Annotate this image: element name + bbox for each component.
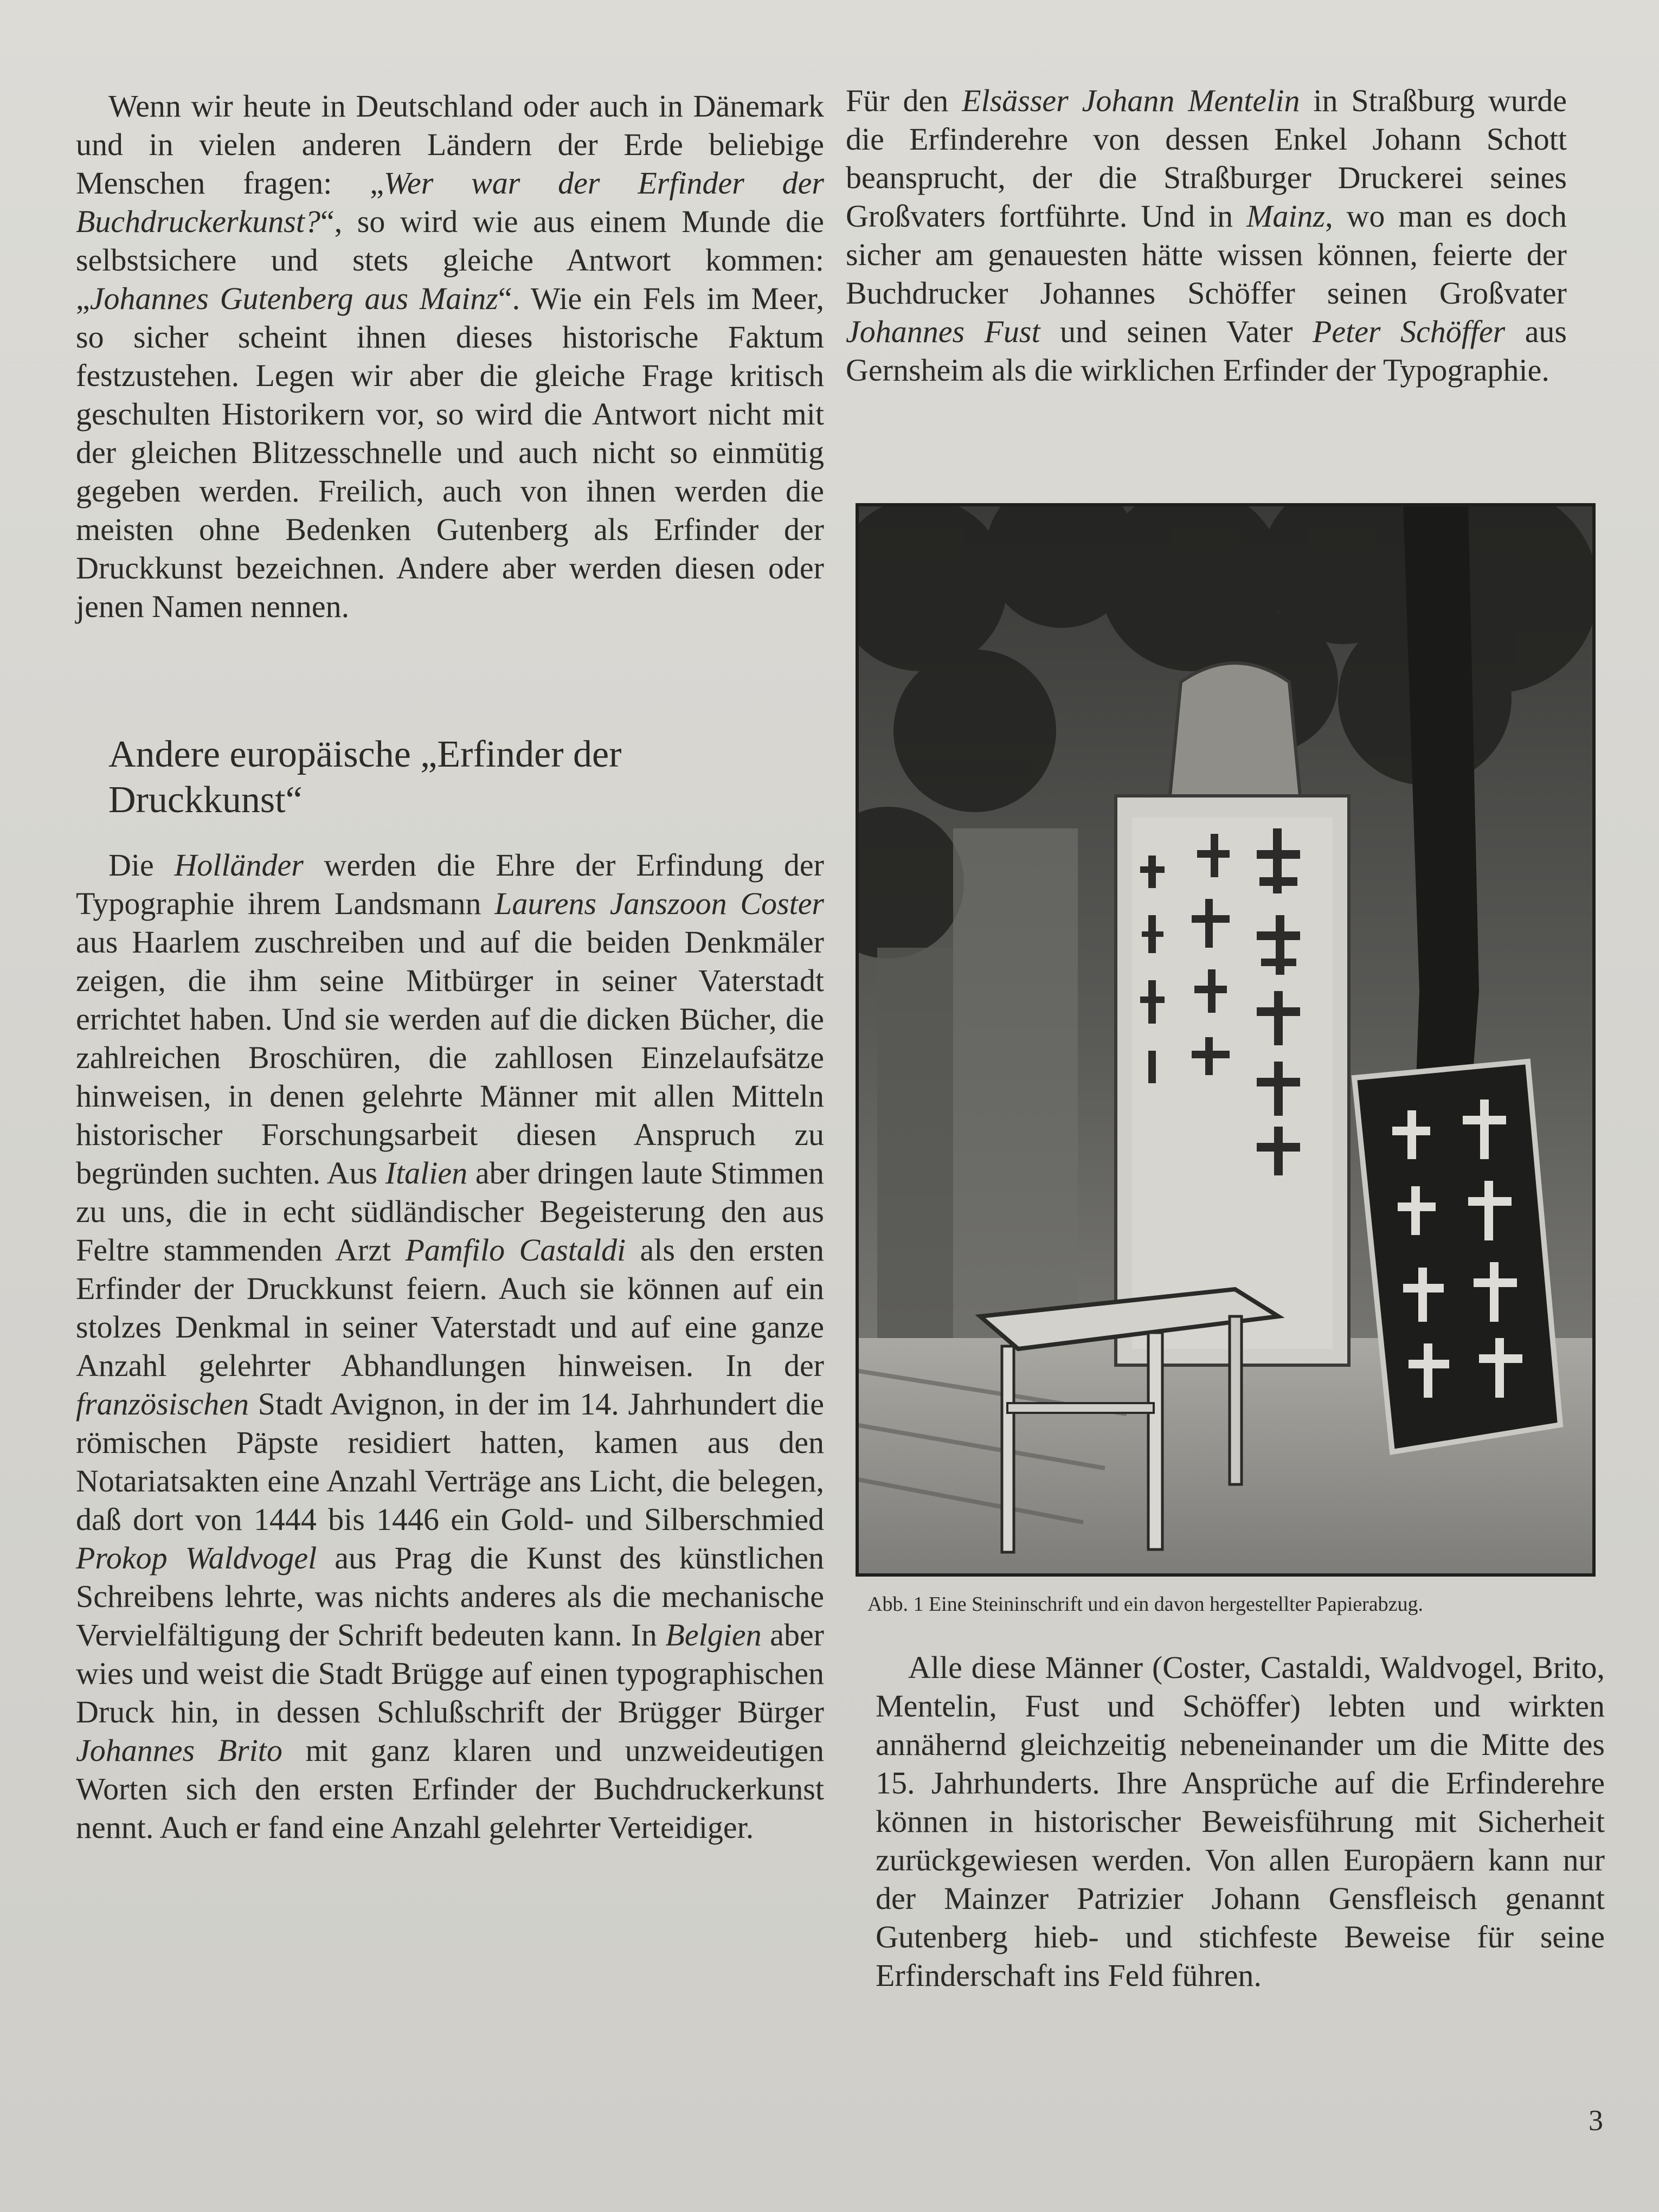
page-number: 3 (1589, 2104, 1603, 2137)
emphasis: Peter Schöffer (1312, 314, 1506, 349)
para-text: aus Gernsheim als die wirklichen Erfinder der Typographie. (846, 314, 1567, 388)
emphasis: Pamfilo Castaldi (405, 1232, 626, 1268)
section-heading: Andere europäische „Erfinder der Druckkunst“ (108, 734, 622, 821)
emphasis: Holländer (174, 847, 304, 883)
section-text: aber wies und weist die Stadt Brügge auf einen typographischen Druck hin, in dessen Schlußschrift der Brügger Bürger (76, 1617, 824, 1729)
emphasis: Belgien (665, 1617, 762, 1652)
section-text: als den ersten Erfinder der Druckkunst feiern. Auch sie können auf ein stolzes Denkmal in seiner Vaterstadt und auf eine ganze Anzahl gelehrter Abhandlungen hinweisen. In der (76, 1232, 824, 1383)
intro-answer: Johannes Gutenberg aus Mainz (89, 281, 498, 316)
figure-photo-stone-inscription (856, 503, 1596, 1577)
section-text: aus Haarlem zuschreiben und auf die beiden Denkmäler zeigen, die ihm seine Mitbürger in seiner Vaterstadt errichtet haben. Und sie werden auf die dicken Bücher, die zahlreichen Broschüren, die zahllosen Einzelaufsätze hinweisen, in denen gelehrte Männer mit allen Mitteln historischer Forschungsarbeit diesen Anspruch zu begründen suchten. Aus (76, 924, 824, 1191)
section-text: Stadt Avignon, in der im 14. Jahrhundert die römischen Päpste residiert hatten, kamen aus den Notariatsakten eine Anzahl Verträge ans Licht, die belegen, daß dort von 1444 bis 1446 ein Gold- und Silberschmied (76, 1386, 824, 1537)
intro-text: “, so wird wie aus einem Munde die selbstsichere und stets gleiche Antwort kommen: „ (76, 204, 824, 316)
emphasis: Mainz (1246, 198, 1326, 234)
emphasis: Prokop Waldvogel (76, 1540, 317, 1576)
right-top-paragraph (846, 81, 1567, 389)
right-bottom-paragraph (876, 1648, 1605, 1995)
stele-crown (1170, 663, 1300, 796)
intro-paragraph (76, 87, 824, 626)
intro-text: “. Wie ein Fels im Meer, so sicher scheint ihnen dieses historische Faktum festzustehen. Legen wir aber die gleiche Frage kritisch geschulten Historikern vor, so wird die Antwort nicht mit der gleichen Blitzesschnelle und auch nicht so einmütig gegeben werden. Freilich, auch von ihnen werden die meisten ohne Bedenken Gutenberg als Erfinder der Druckkunst bezeichnen. Andere aber werden diesen oder jenen Namen nennen. (76, 281, 824, 624)
para-text: und seinen Vater (1040, 314, 1313, 349)
section-text: mit ganz klaren und unzweideutigen Worten sich den ersten Erfinder der Buchdruckerkunst nennt. Auch er fand eine Anzahl gelehrter Verteidiger. (76, 1733, 824, 1845)
section-text: aber dringen laute Stimmen zu uns, die in echt südländischer Begeisterung den aus Feltre stammenden Arzt (76, 1155, 824, 1268)
emphasis: Elsässer Johann Mentelin (962, 83, 1300, 118)
emphasis: Johannes Fust (846, 314, 1040, 349)
para-text: Für den (846, 83, 962, 118)
emphasis: Laurens Janszoon Coster (494, 886, 825, 921)
para-text: , wo man es doch sicher am genauesten hätte wissen können, feierte der Buchdrucker Johannes Schöffer seinen Großvater (846, 198, 1567, 311)
section-text: aus Prag die Kunst des künstlichen Schreibens lehrte, was nichts anderes als die mechanische Vervielfältigung der Schrift bedeuten kann. In (76, 1540, 825, 1652)
figure-caption: Abb. 1 Eine Steininschrift und ein davon hergestellter Papierabzug. (867, 1593, 1424, 1616)
section-paragraph (76, 846, 824, 1847)
section-text: werden die Ehre der Erfindung der Typographie ihrem Landsmann (76, 847, 824, 921)
conclusion-text: Alle diese Männer (Coster, Castaldi, Waldvogel, Brito, Mentelin, Fust und Schöffer) lebten und wirkten annähernd gleichzeitig nebeneinander um die Mitte des 15. Jahrhunderts. Ihre Ansprüche auf die Erfinderehre können in historischer Beweisführung mit Sicherheit zurückgewiesen werden. Von allen Europäern kann nur der Mainzer Patrizier Johann Gensfleisch genannt Gutenberg hieb- und stichfeste Beweise für seine Erfinderschaft ins Feld führen. (876, 1650, 1605, 1993)
intro-text: Wenn wir heute in Deutschland oder auch in Dänemark und in vielen anderen Ländern der Erde beliebige Menschen fragen: „ (76, 88, 824, 201)
emphasis: französischen (76, 1386, 249, 1422)
para-text: in Straßburg wurde die Erfinderehre von dessen Enkel Johann Schott beansprucht, der die Straßburger Druckerei seines Großvaters fortführte. Und in (846, 83, 1567, 234)
section-text: Die (108, 847, 175, 883)
emphasis: Johannes Brito (76, 1733, 282, 1768)
emphasis: Italien (385, 1155, 468, 1191)
intro-question: Wer war der Erfinder der Buchdruckerkunst? (76, 165, 824, 239)
paper-rubbing-board (1354, 1062, 1560, 1452)
